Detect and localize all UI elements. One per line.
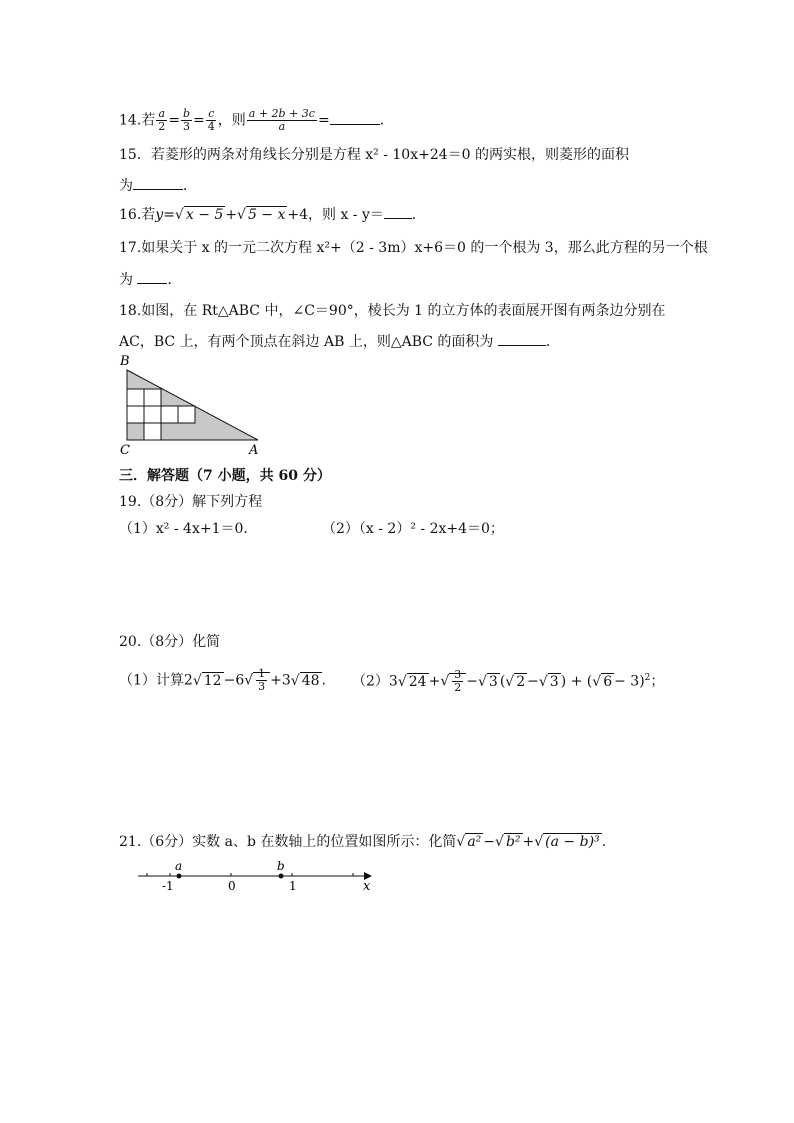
sqrt-48: √ 48 xyxy=(290,672,320,689)
answer-blank xyxy=(133,177,183,190)
minus-sign: − xyxy=(527,673,539,690)
vertex-label-c: C xyxy=(120,443,130,458)
q18-end: ． xyxy=(545,334,560,350)
equals-sign: = xyxy=(193,112,205,129)
vertex-label-b: B xyxy=(120,354,130,369)
q16-end: ． xyxy=(411,207,426,223)
question-20-part1 xyxy=(119,668,326,693)
answer-blank xyxy=(498,333,546,346)
q20-p1-label: （1）计算 xyxy=(119,672,184,689)
triangle-figure xyxy=(115,352,275,460)
q21-end: . xyxy=(601,834,607,850)
minus-sign: − xyxy=(466,673,478,690)
answer-blank xyxy=(384,206,412,219)
q16-rest: +4，则 x - y＝ xyxy=(287,207,384,223)
var-y: y xyxy=(155,207,164,223)
fraction-c-over-4: $\frac{c}{4}$ xyxy=(207,107,215,133)
label-b: b xyxy=(277,859,285,873)
tick-label-1: 1 xyxy=(289,879,297,893)
equals-sign: = xyxy=(163,207,175,223)
equals-sign: = xyxy=(168,112,180,129)
answer-blank xyxy=(137,271,167,284)
fraction-a-over-2: $\frac{a}{2}$ xyxy=(158,107,166,133)
section-3-heading: 三．解答题（7 小题，共 60 分） xyxy=(119,468,331,484)
question-21 xyxy=(119,832,606,852)
label-a: a xyxy=(175,859,183,873)
sqrt-5-minus-x: √ 5 − x xyxy=(237,207,286,223)
coef: +3 xyxy=(270,672,291,689)
question-18-line1: 18.如图，在 Rt△ABC 中，∠C＝90°，棱长为 1 的立方体的表面展开图有两条边分别在 xyxy=(119,303,666,319)
q20-p2-label: （2）3 xyxy=(352,673,398,690)
q16-prefix: 16.若 xyxy=(119,207,156,223)
answer-blank xyxy=(330,112,380,125)
question-18-line2 xyxy=(119,332,560,352)
vertex-label-a: A xyxy=(249,443,259,458)
exponent: 2 xyxy=(644,673,651,683)
q17-prefix: 为 xyxy=(119,272,138,288)
question-15-line1: 15．若菱形的两条对角线长分别是方程 x² - 10x+24＝0 的两实根，则菱形的面积 xyxy=(119,147,630,163)
axis-variable-x: x xyxy=(363,879,371,894)
question-20-title: 20.（8分）化简 xyxy=(119,634,221,650)
q20-p1-end: . xyxy=(321,672,326,689)
fraction-expression: $\frac{a + 2b + 3c}{a}$ xyxy=(248,107,315,133)
coef: 2 xyxy=(183,672,193,689)
sqrt-6: √ 6 xyxy=(592,673,613,690)
sqrt-2: √ 2 xyxy=(505,673,526,690)
question-17-line2 xyxy=(119,270,181,290)
sqrt-one-third: √ $\frac{1}{3}$ xyxy=(244,668,270,693)
sqrt-b-squared: √ b² xyxy=(495,834,521,850)
question-16 xyxy=(119,205,426,225)
plus-sign: + xyxy=(522,834,535,850)
plus-sign: + xyxy=(225,207,238,223)
sqrt-24: √ 24 xyxy=(397,673,427,690)
tick-label-0: 0 xyxy=(228,879,236,893)
fraction-b-over-3: $\frac{b}{3}$ xyxy=(183,107,191,133)
tick-label-neg1: -1 xyxy=(162,879,174,893)
question-17-line1: 17.如果关于 x 的一元二次方程 x²+（2 - 3m）x+6＝0 的一个根为 3，那么此方程的另一个根 xyxy=(119,240,708,256)
sqrt-3: √ 3 xyxy=(538,673,559,690)
question-14 xyxy=(119,108,394,133)
q14-prefix: 14.若 xyxy=(119,112,156,129)
sqrt-3: √ 3 xyxy=(477,673,498,690)
paren: ) + ( xyxy=(560,673,593,690)
question-20-part2 xyxy=(352,668,664,694)
sqrt-a-squared: √ a² xyxy=(456,834,482,850)
q20-p2-end: ； xyxy=(650,673,665,690)
question-19-part2: （2）（x - 2）² - 2x+4＝0； xyxy=(322,521,504,537)
q17-end: ． xyxy=(167,272,182,288)
q15-end: ． xyxy=(183,178,197,194)
number-line xyxy=(132,858,382,894)
question-19-title: 19.（8分）解下列方程 xyxy=(119,494,263,510)
coef: −6 xyxy=(223,672,245,689)
q15-prefix: 为 xyxy=(119,178,133,194)
point-a xyxy=(177,874,182,879)
sqrt-x-minus-5: √ x − 5 xyxy=(174,207,224,223)
question-15-line2 xyxy=(119,176,197,196)
minus-sign: − xyxy=(483,834,496,850)
q14-end: ． xyxy=(379,112,394,129)
sqrt-a-minus-b-cubed: √ (a − b)³ xyxy=(534,834,600,850)
q20-tail: − 3) xyxy=(614,673,645,690)
q18-text: AC，BC 上，有两个顶点在斜边 AB 上，则△ABC 的面积为 xyxy=(119,334,498,350)
equals-sign: = xyxy=(317,112,330,129)
question-19-part1: （1）x² - 4x+1＝0． xyxy=(119,521,258,537)
q14-then: ，则 xyxy=(217,112,246,129)
sqrt-12: √ 12 xyxy=(192,672,222,689)
point-b xyxy=(279,874,284,879)
plus-sign: + xyxy=(428,673,441,690)
paren: ( xyxy=(499,673,506,690)
q21-text: 21.（6分）实数 a、b 在数轴上的位置如图所示：化简 xyxy=(119,834,457,850)
sqrt-three-halves: √ $\frac{3}{2}$ xyxy=(440,669,466,694)
